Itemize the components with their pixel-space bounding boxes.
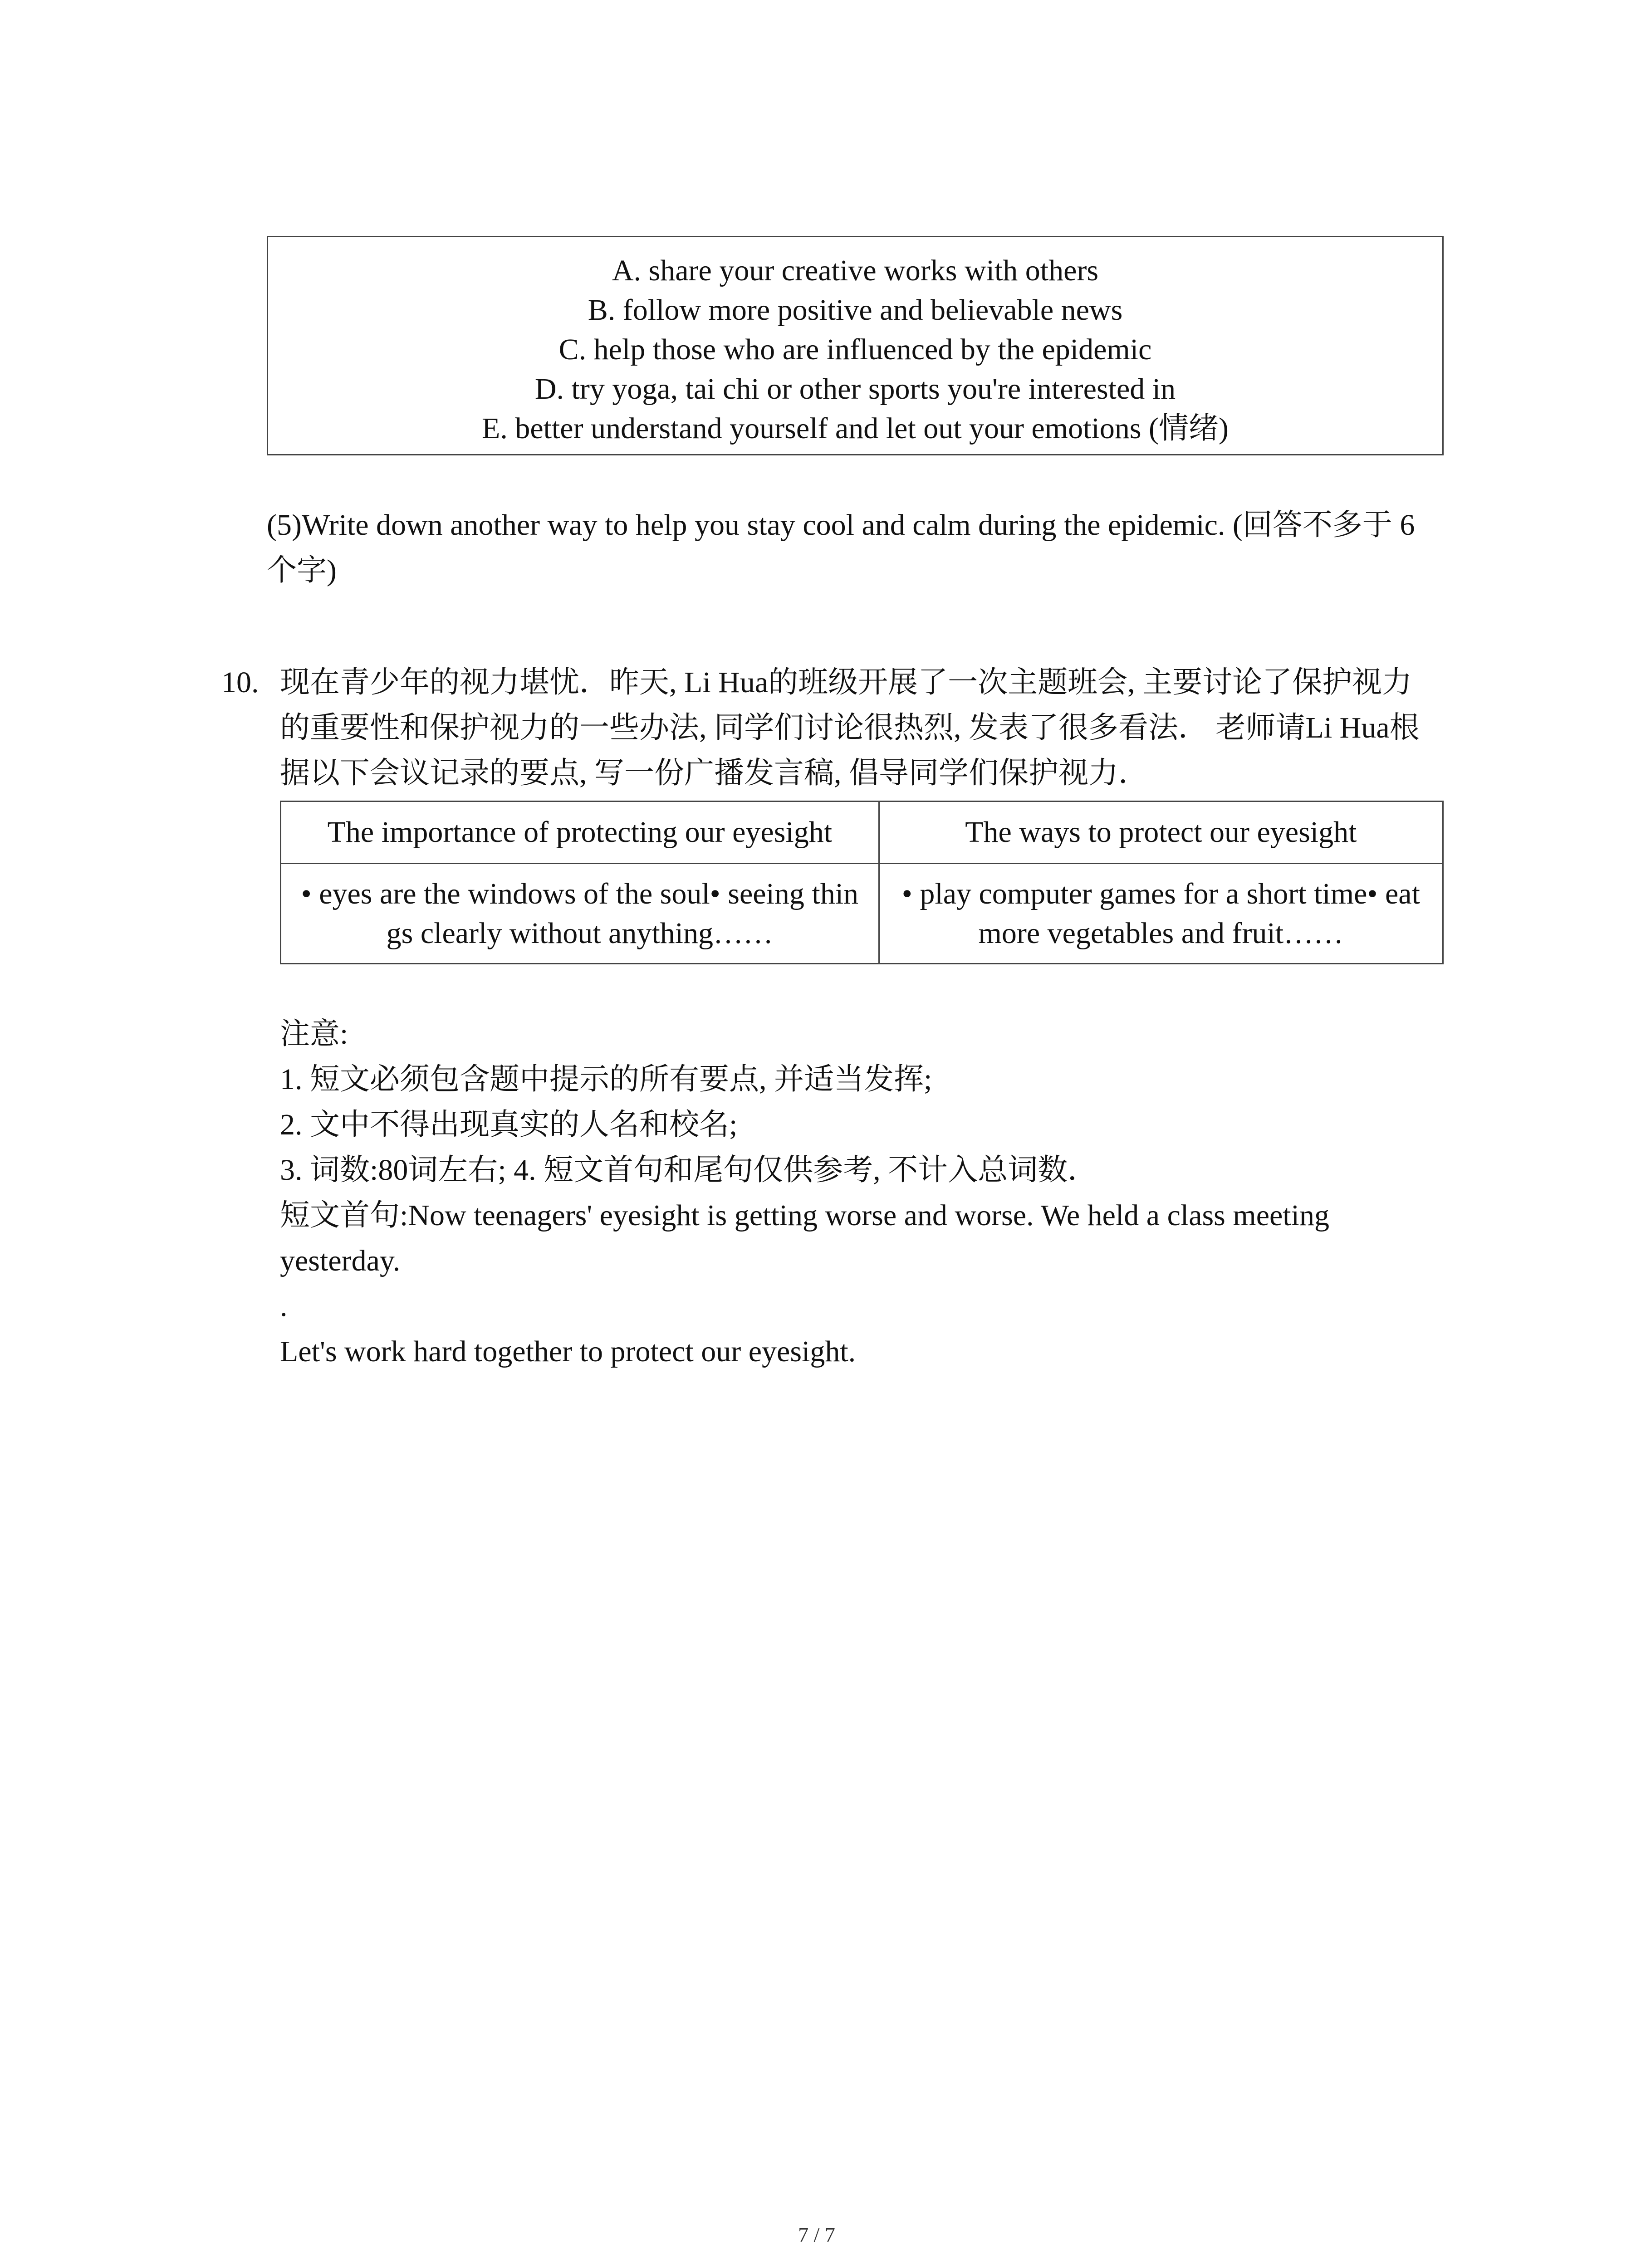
- table-header-ways: The ways to protect our eyesight: [879, 802, 1443, 864]
- question-10-number: 10.: [221, 666, 259, 699]
- note-3: 3. 词数:80词左右; 4. 短文首句和尾句仅供参考, 不计入总词数．: [280, 1154, 1098, 1187]
- table-header-importance: The importance of protecting our eyesight: [281, 802, 879, 864]
- table-cell-ways: [879, 864, 1443, 964]
- cell-line: more vegetables and fruit……: [978, 917, 1344, 950]
- question-5-line-2: 个字): [267, 554, 337, 587]
- cell-line: gs clearly without anything……: [386, 917, 774, 950]
- question-10-line-2: 的重要性和保护视力的一些办法, 同学们讨论很热烈, 发表了很多看法． 老师请Li Hua根: [280, 711, 1420, 744]
- cell-line: • play computer games for a short time• eat: [901, 877, 1420, 910]
- question-5-line-1: (5)Write down another way to help you stay cool and calm during the epidemic. (回答不多于 6: [267, 508, 1415, 542]
- table-cell-importance: [281, 864, 879, 964]
- meeting-notes-table: [280, 801, 1444, 964]
- table-header-row: [281, 802, 1443, 864]
- table-row: [281, 864, 1443, 964]
- option-b: B. follow more positive and believable news: [588, 293, 1123, 327]
- page-number: 7 / 7: [798, 2223, 835, 2246]
- option-e: E. better understand yourself and let out your emotions (情绪): [482, 412, 1229, 445]
- blank-line-dot: .: [280, 1290, 288, 1323]
- cell-line: • eyes are the windows of the soul• seeing thin: [301, 877, 859, 910]
- notes-title: 注意:: [280, 1017, 348, 1051]
- question-10-line-3: 据以下会议记录的要点, 写一份广播发言稿, 倡导同学们保护视力．: [280, 757, 1148, 790]
- opening-sentence-line-1: 短文首句:Now teenagers' eyesight is getting worse and worse. We held a class meeting: [280, 1199, 1329, 1232]
- note-2: 2. 文中不得出现真实的人名和校名;: [280, 1108, 738, 1141]
- option-d: D. try yoga, tai chi or other sports you're interested in: [534, 372, 1176, 406]
- closing-sentence: Let's work hard together to protect our eyesight.: [280, 1335, 856, 1368]
- option-a: A. share your creative works with others: [612, 254, 1099, 287]
- note-1: 1. 短文必须包含题中提示的所有要点, 并适当发挥;: [280, 1063, 932, 1096]
- question-10-line-1: 现在青少年的视力堪忧．昨天, Li Hua的班级开展了一次主题班会, 主要讨论了保护视力: [280, 666, 1412, 699]
- option-c: C. help those who are influenced by the epidemic: [558, 333, 1152, 366]
- options-box: [267, 236, 1444, 455]
- opening-sentence-line-2: yesterday.: [280, 1244, 401, 1277]
